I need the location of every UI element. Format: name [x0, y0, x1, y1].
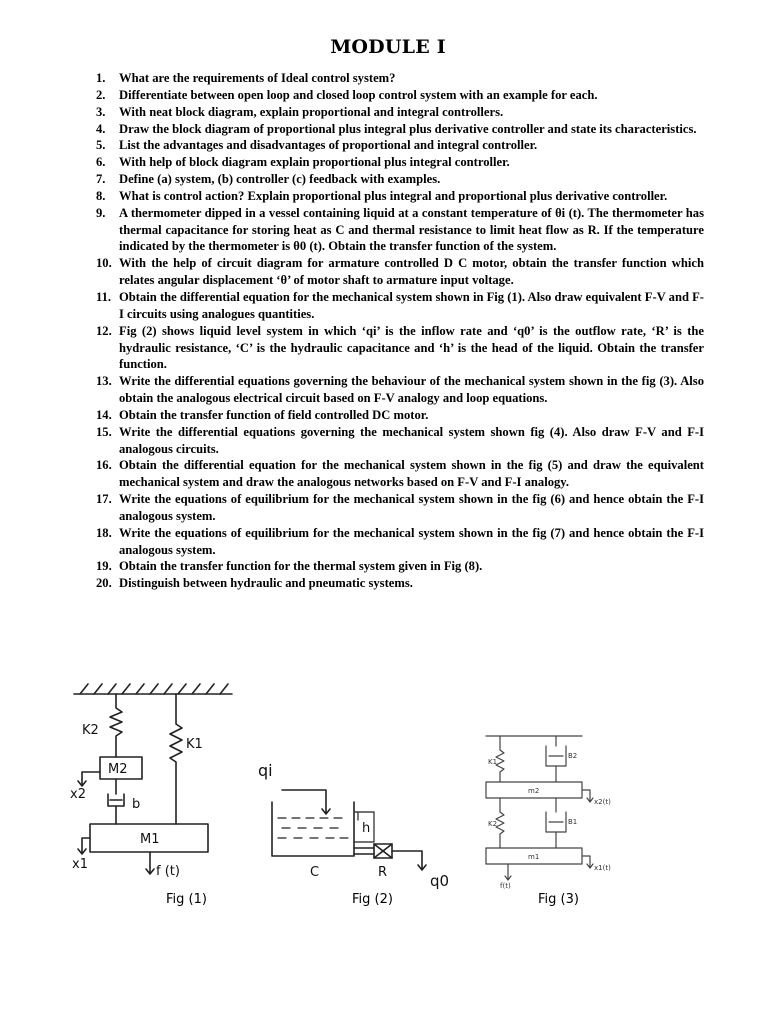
question-item	[96, 104, 704, 121]
question-text: What is control action? Explain proportional plus integral and proportional plus derivative controller.	[119, 188, 668, 203]
question-text: With help of block diagram explain proportional plus integral controller.	[119, 155, 510, 170]
question-text: Define (a) system, (b) controller (c) feedback with examples.	[119, 172, 441, 187]
question-text: With neat block diagram, explain proportional and integral controllers.	[119, 104, 504, 119]
fig2-label-c: C	[310, 865, 320, 880]
fig3-label-b1: B1	[568, 818, 578, 826]
fig1-label-m1: M1	[140, 832, 160, 847]
question-number: 11.	[96, 289, 112, 304]
fig2-liquid-level-diagram	[250, 752, 460, 892]
question-item	[96, 137, 704, 154]
question-text: What are the requirements of Ideal control system?	[119, 71, 396, 85]
question-number: 18.	[96, 525, 112, 540]
question-number: 15.	[96, 424, 112, 439]
fig3-label-force: f(t)	[500, 882, 511, 890]
question-number: 9.	[96, 205, 106, 220]
fig1-label-force: f (t)	[156, 864, 180, 879]
question-number: 5.	[96, 138, 106, 153]
question-item	[96, 424, 704, 458]
question-text: Obtain the differential equation for the mechanical system shown in Fig (1). Also draw equivalent F-V and F-I circuits using analogues quantities.	[119, 289, 704, 321]
question-number: 17.	[96, 492, 112, 507]
question-number: 6.	[96, 155, 106, 170]
question-number: 1.	[96, 71, 106, 85]
fig3-label-x2: x2(t)	[594, 798, 611, 806]
question-item	[96, 154, 704, 171]
question-item	[96, 407, 704, 424]
fig1-ceiling	[74, 684, 232, 694]
fig2-liquid	[278, 818, 348, 838]
fig2-tank	[272, 802, 354, 856]
question-text: Write the equations of equilibrium for the mechanical system shown in the fig (6) and hence obtain the F-I analogous system.	[119, 492, 704, 523]
fig2-label-h: h	[362, 821, 371, 836]
fig1-caption: Fig (1)	[166, 892, 207, 907]
fig2-outflow-arrow	[392, 851, 426, 870]
fig3-x1-arrow	[582, 856, 593, 868]
fig3-spring-k2	[496, 798, 504, 848]
fig2-label-qi: qi	[258, 761, 273, 780]
fig1-x1-arrow	[78, 838, 90, 854]
question-item	[96, 255, 704, 289]
fig1-label-x1: x1	[72, 857, 88, 872]
fig1-spring-k1	[170, 694, 182, 824]
question-item	[96, 457, 704, 491]
question-text: Write the differential equations governing the behaviour of the mechanical system shown in the fig (3). Also obtain the analogous electrical circuit based on F-V analogy and loop equations.	[119, 374, 704, 406]
fig1-label-m2: M2	[108, 762, 128, 777]
fig3-label-b2: B2	[568, 752, 578, 760]
fig1-label-k2: K2	[82, 723, 99, 738]
fig2-caption: Fig (2)	[352, 892, 393, 907]
fig3-label-k2: K2	[488, 820, 498, 828]
fig3-mechanical-system-diagram	[472, 730, 632, 890]
question-text: Write the differential equations governing the mechanical system shown fig (4). Also draw F-V and F-I analogous circuits.	[119, 424, 704, 456]
fig3-label-k1: K1	[488, 758, 498, 766]
question-item	[96, 121, 704, 138]
fig3-caption: Fig (3)	[538, 892, 579, 907]
question-number: 10.	[96, 256, 112, 271]
question-item	[96, 205, 704, 256]
question-number: 7.	[96, 172, 106, 187]
fig3-damper-b1	[546, 798, 566, 848]
fig2-valve-r	[374, 844, 392, 858]
question-number: 13.	[96, 374, 112, 389]
fig3-spring-k1	[496, 736, 504, 782]
question-number: 3.	[96, 104, 106, 119]
fig3-force-arrow	[505, 864, 511, 880]
question-text: Obtain the transfer function for the thermal system given in Fig (8).	[119, 559, 483, 574]
question-number: 8.	[96, 188, 106, 203]
fig2-inflow-arrow	[282, 790, 330, 814]
fig2-label-q0: q0	[430, 872, 450, 890]
question-text: Write the equations of equilibrium for the mechanical system shown in the fig (7) and hence obtain the F-I analogous system.	[119, 525, 704, 557]
fig2-outflow-pipe	[354, 848, 374, 854]
question-number: 14.	[96, 407, 112, 422]
question-number: 16.	[96, 458, 112, 473]
question-text: Obtain the transfer function of field controlled DC motor.	[119, 407, 429, 422]
question-item	[96, 491, 704, 525]
fig1-label-b: b	[132, 797, 141, 812]
question-item	[96, 289, 704, 323]
question-number: 19.	[96, 559, 112, 574]
page-title: MODULE I	[330, 36, 446, 58]
fig1-label-x2: x2	[70, 787, 86, 802]
question-item	[96, 373, 704, 407]
fig3-damper-b2	[546, 736, 566, 782]
question-text: A thermometer dipped in a vessel containing liquid at a constant temperature of θi (t). The thermometer has thermal capacitance for storing heat as C and thermal resistance to limit heat flow as R. If the temperature indicated by the thermometer is θ0 (t). Obtain the transfer function of the system.	[119, 205, 704, 254]
fig1-x2-arrow	[78, 772, 100, 786]
question-number: 20.	[96, 576, 112, 591]
question-list	[96, 70, 704, 592]
fig1-damper-b	[108, 779, 124, 824]
fig1-mechanical-system-diagram	[70, 682, 240, 882]
question-text: Distinguish between hydraulic and pneumatic systems.	[119, 576, 413, 591]
fig3-label-m2: m2	[528, 787, 540, 795]
fig1-spring-k2	[110, 694, 122, 757]
question-item	[96, 70, 704, 87]
fig3-x2-arrow	[582, 790, 593, 802]
fig1-force-arrow	[146, 852, 154, 874]
question-text: Draw the block diagram of proportional plus integral plus derivative controller and state its characteristics.	[119, 121, 697, 136]
question-text: Differentiate between open loop and closed loop control system with an example for each.	[119, 87, 598, 102]
question-item	[96, 188, 704, 205]
question-item	[96, 558, 704, 575]
question-text: Fig (2) shows liquid level system in which ‘qi’ is the inflow rate and ‘q0’ is the outflow rate, ‘R’ is the hydraulic resistance, ‘C’ is the hydraulic capacitance and ‘h’ is the head of the liquid. Obtain the transfer function.	[119, 323, 704, 372]
question-item	[96, 171, 704, 188]
fig2-label-r: R	[378, 865, 388, 880]
question-item	[96, 575, 704, 592]
question-item	[96, 525, 704, 559]
fig3-label-x1: x1(t)	[594, 864, 611, 872]
question-item	[96, 323, 704, 374]
question-number: 12.	[96, 323, 112, 338]
fig1-label-k1: K1	[186, 737, 203, 752]
question-item	[96, 87, 704, 104]
question-text: Obtain the differential equation for the mechanical system shown in the fig (5) and draw the equivalent mechanical system and draw the analogous networks based on F-V and F-I analogy.	[119, 458, 704, 490]
question-text: List the advantages and disadvantages of proportional and integral controller.	[119, 138, 538, 153]
question-text: With the help of circuit diagram for armature controlled D C motor, obtain the transfer function which relates angular displacement ‘θ’ of motor shaft to armature input voltage.	[119, 256, 704, 288]
question-number: 4.	[96, 121, 106, 136]
question-number: 2.	[96, 87, 106, 102]
fig3-label-m1: m1	[528, 853, 540, 861]
